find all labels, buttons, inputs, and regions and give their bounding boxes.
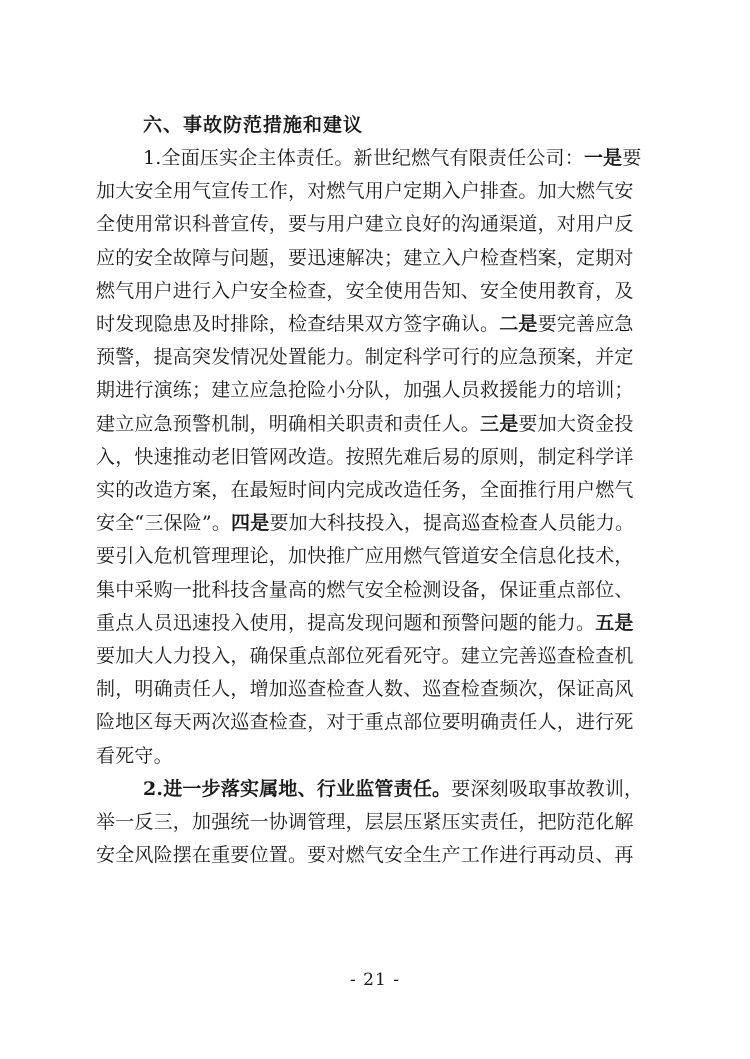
text-line (96, 211, 666, 237)
text-line (96, 477, 666, 503)
line-text: 重点人员迅速投入使用，提高发现问题和预警问题的能力。 (96, 611, 596, 634)
text-line (96, 245, 666, 271)
line-text: 举一反三，加强统一协调管理，层层压紧压实责任，把防范化解 (96, 811, 634, 833)
text-line (96, 577, 666, 603)
line-text: 实的改造方案，在最短时间内完成改造任务，全面推行用户燃气 (96, 479, 634, 501)
line-text: 要引入危机管理理论，加快推广应用燃气管道安全信息化技术， (96, 545, 634, 568)
line-text: 要加大资金投 (518, 412, 634, 435)
line-text: 要加大科技投入，提高巡查检查人员能力。 (269, 512, 635, 535)
line-text: 1.全面压实企主体责任。新世纪燃气有限责任公司： (143, 147, 584, 169)
text-line (96, 510, 666, 536)
line-text: 全使用常识科普宣传，要与用户建立良好的沟通渠道，对用户反 (96, 213, 634, 236)
emphasis-text: 五是 (595, 611, 634, 634)
line-text: 入，快速推动老旧管网改造。按照先难后易的原则，制定科学详 (96, 445, 634, 468)
text-line (96, 842, 666, 868)
text-line (143, 145, 713, 171)
text-line (96, 311, 666, 337)
line-text: 预警，提高突发情况处置能力。制定科学可行的应急预案，并定 (96, 346, 634, 369)
text-line (96, 444, 666, 470)
line-text: 看死守。 (96, 744, 173, 767)
line-text: 燃气用户进行入户安全检查，安全使用告知、安全使用教育，及 (96, 279, 634, 302)
emphasis-text: 三是 (480, 412, 519, 435)
text-line (96, 743, 666, 769)
text-line (96, 411, 666, 437)
line-text: 应的安全故障与问题，要迅速解决；建立入户检查档案，定期对 (96, 246, 634, 269)
line-text: 制，明确责任人，增加巡查检查人数、巡查检查频次，保证高风 (96, 678, 634, 701)
text-line (96, 809, 666, 835)
text-line (96, 643, 666, 669)
line-text: 要 (622, 147, 642, 169)
emphasis-text: 一是 (583, 147, 623, 169)
line-text: 安全“三保险”。 (96, 512, 232, 535)
emphasis-text: 二是 (499, 313, 538, 335)
line-text: 要加大人力投入，确保重点部位死看死守。建立完善巡查检查机 (96, 645, 634, 667)
line-text: 集中采购一批科技含量高的燃气安全检测设备，保证重点部位、 (96, 578, 634, 601)
section-heading: 六、事故防范措施和建议 (143, 114, 364, 136)
text-line (96, 676, 666, 702)
emphasis-text: 四是 (231, 512, 270, 535)
line-text: 加大安全用气宣传工作，对燃气用户定期入户排查。加大燃气安 (96, 180, 634, 203)
line-text: 险地区每天两次巡查检查，对于重点部位要明确责任人，进行死 (96, 711, 634, 734)
text-line (96, 709, 666, 735)
line-text: 建立应急预警机制，明确相关职责和责任人。 (96, 412, 481, 435)
text-line (96, 344, 666, 370)
text-line (96, 178, 666, 204)
text-line (96, 377, 666, 403)
text-line (143, 776, 713, 802)
line-text: 期进行演练；建立应急抢险小分队，加强人员救援能力的培训； (96, 379, 634, 402)
page-number: - 21 - (350, 970, 400, 990)
line-text: 安全风险摆在重要位置。要对燃气安全生产工作进行再动员、再 (96, 844, 634, 867)
text-line (96, 610, 666, 636)
emphasis-text: 2.进一步落实属地、行业监管责任。 (143, 777, 452, 800)
text-line (96, 543, 666, 569)
line-text: 时发现隐患及时排除，检查结果双方签字确认。 (96, 313, 500, 335)
line-text: 要完善应急 (537, 313, 634, 335)
line-text: 要深刻吸取事故教训， (451, 777, 644, 800)
text-line (96, 278, 666, 304)
